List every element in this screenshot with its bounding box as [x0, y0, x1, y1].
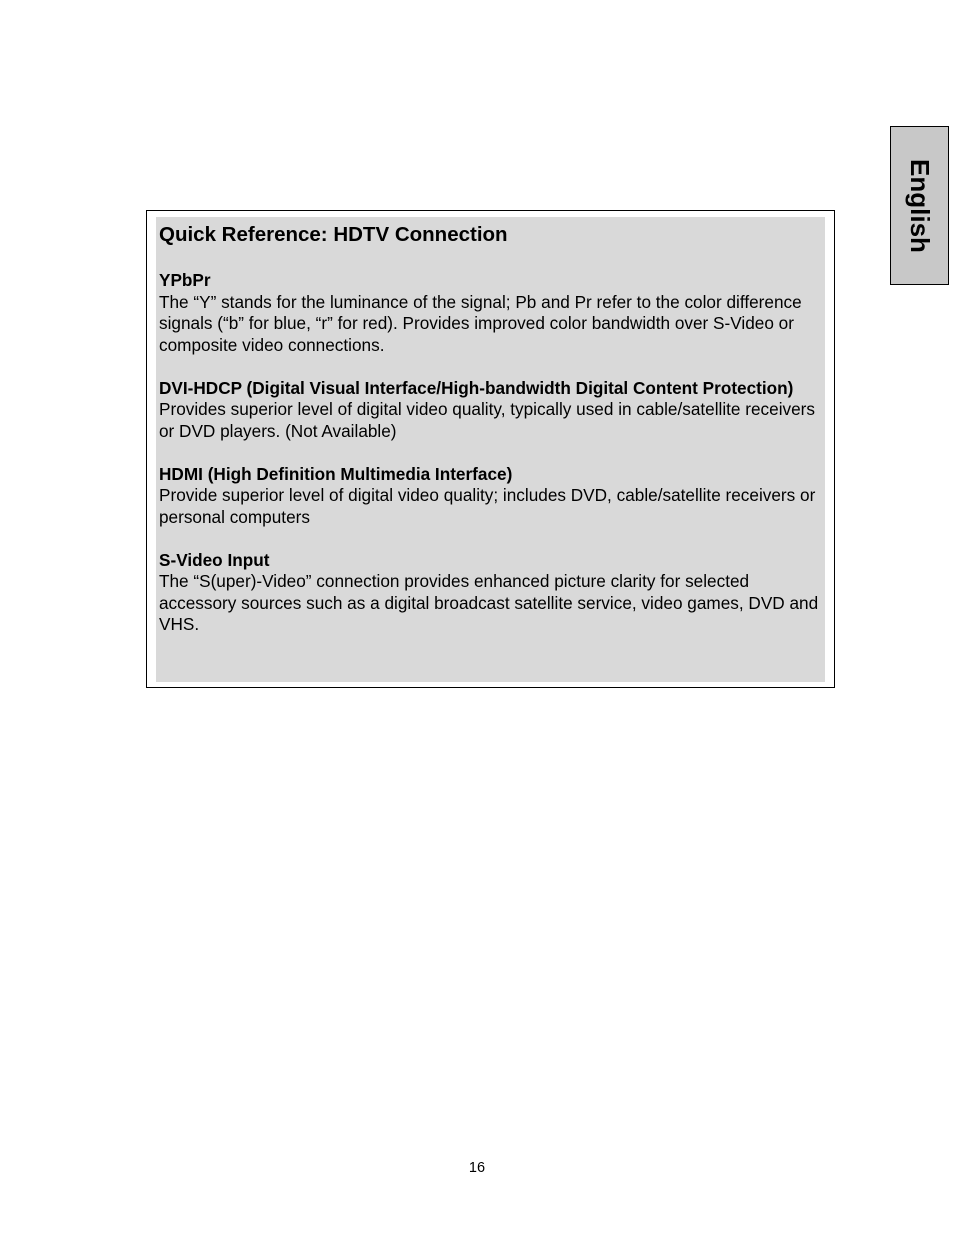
section-heading: HDMI (High Definition Multimedia Interface) [159, 463, 513, 484]
section-heading: DVI-HDCP (Digital Visual Interface/High-bandwidth Digital Content Protection) [159, 377, 794, 398]
quick-reference-title: Quick Reference: HDTV Connection [159, 223, 508, 246]
section-hdmi [159, 464, 821, 529]
quick-reference-panel [156, 217, 825, 682]
section-s-video [159, 550, 821, 636]
page-number: 16 [468, 1160, 486, 1176]
section-body: Provides superior level of digital video quality, typically used in cable/satellite receivers or DVD players. (Not Available) [159, 399, 815, 441]
quick-reference-box [146, 210, 835, 688]
section-dvi-hdcp [159, 378, 821, 443]
section-body: Provide superior level of digital video quality; includes DVD, cable/satellite receivers or personal computers [159, 485, 816, 527]
section-heading: YPbPr [159, 270, 211, 290]
language-tab-label: English [904, 158, 935, 253]
section-body: The “S(uper)-Video” connection provides enhanced picture clarity for selected accessory sources such as a digital broadcast satellite service, video games, DVD and VHS. [159, 571, 819, 634]
section-body: The “Y” stands for the luminance of the signal; Pb and Pr refer to the color difference signals (“b” for blue, “r” for red). Provides improved color bandwidth over S-Video or composite video connections. [159, 291, 802, 355]
section-ypbpr [159, 270, 821, 356]
section-heading: S-Video Input [159, 549, 270, 570]
language-tab [890, 126, 949, 285]
